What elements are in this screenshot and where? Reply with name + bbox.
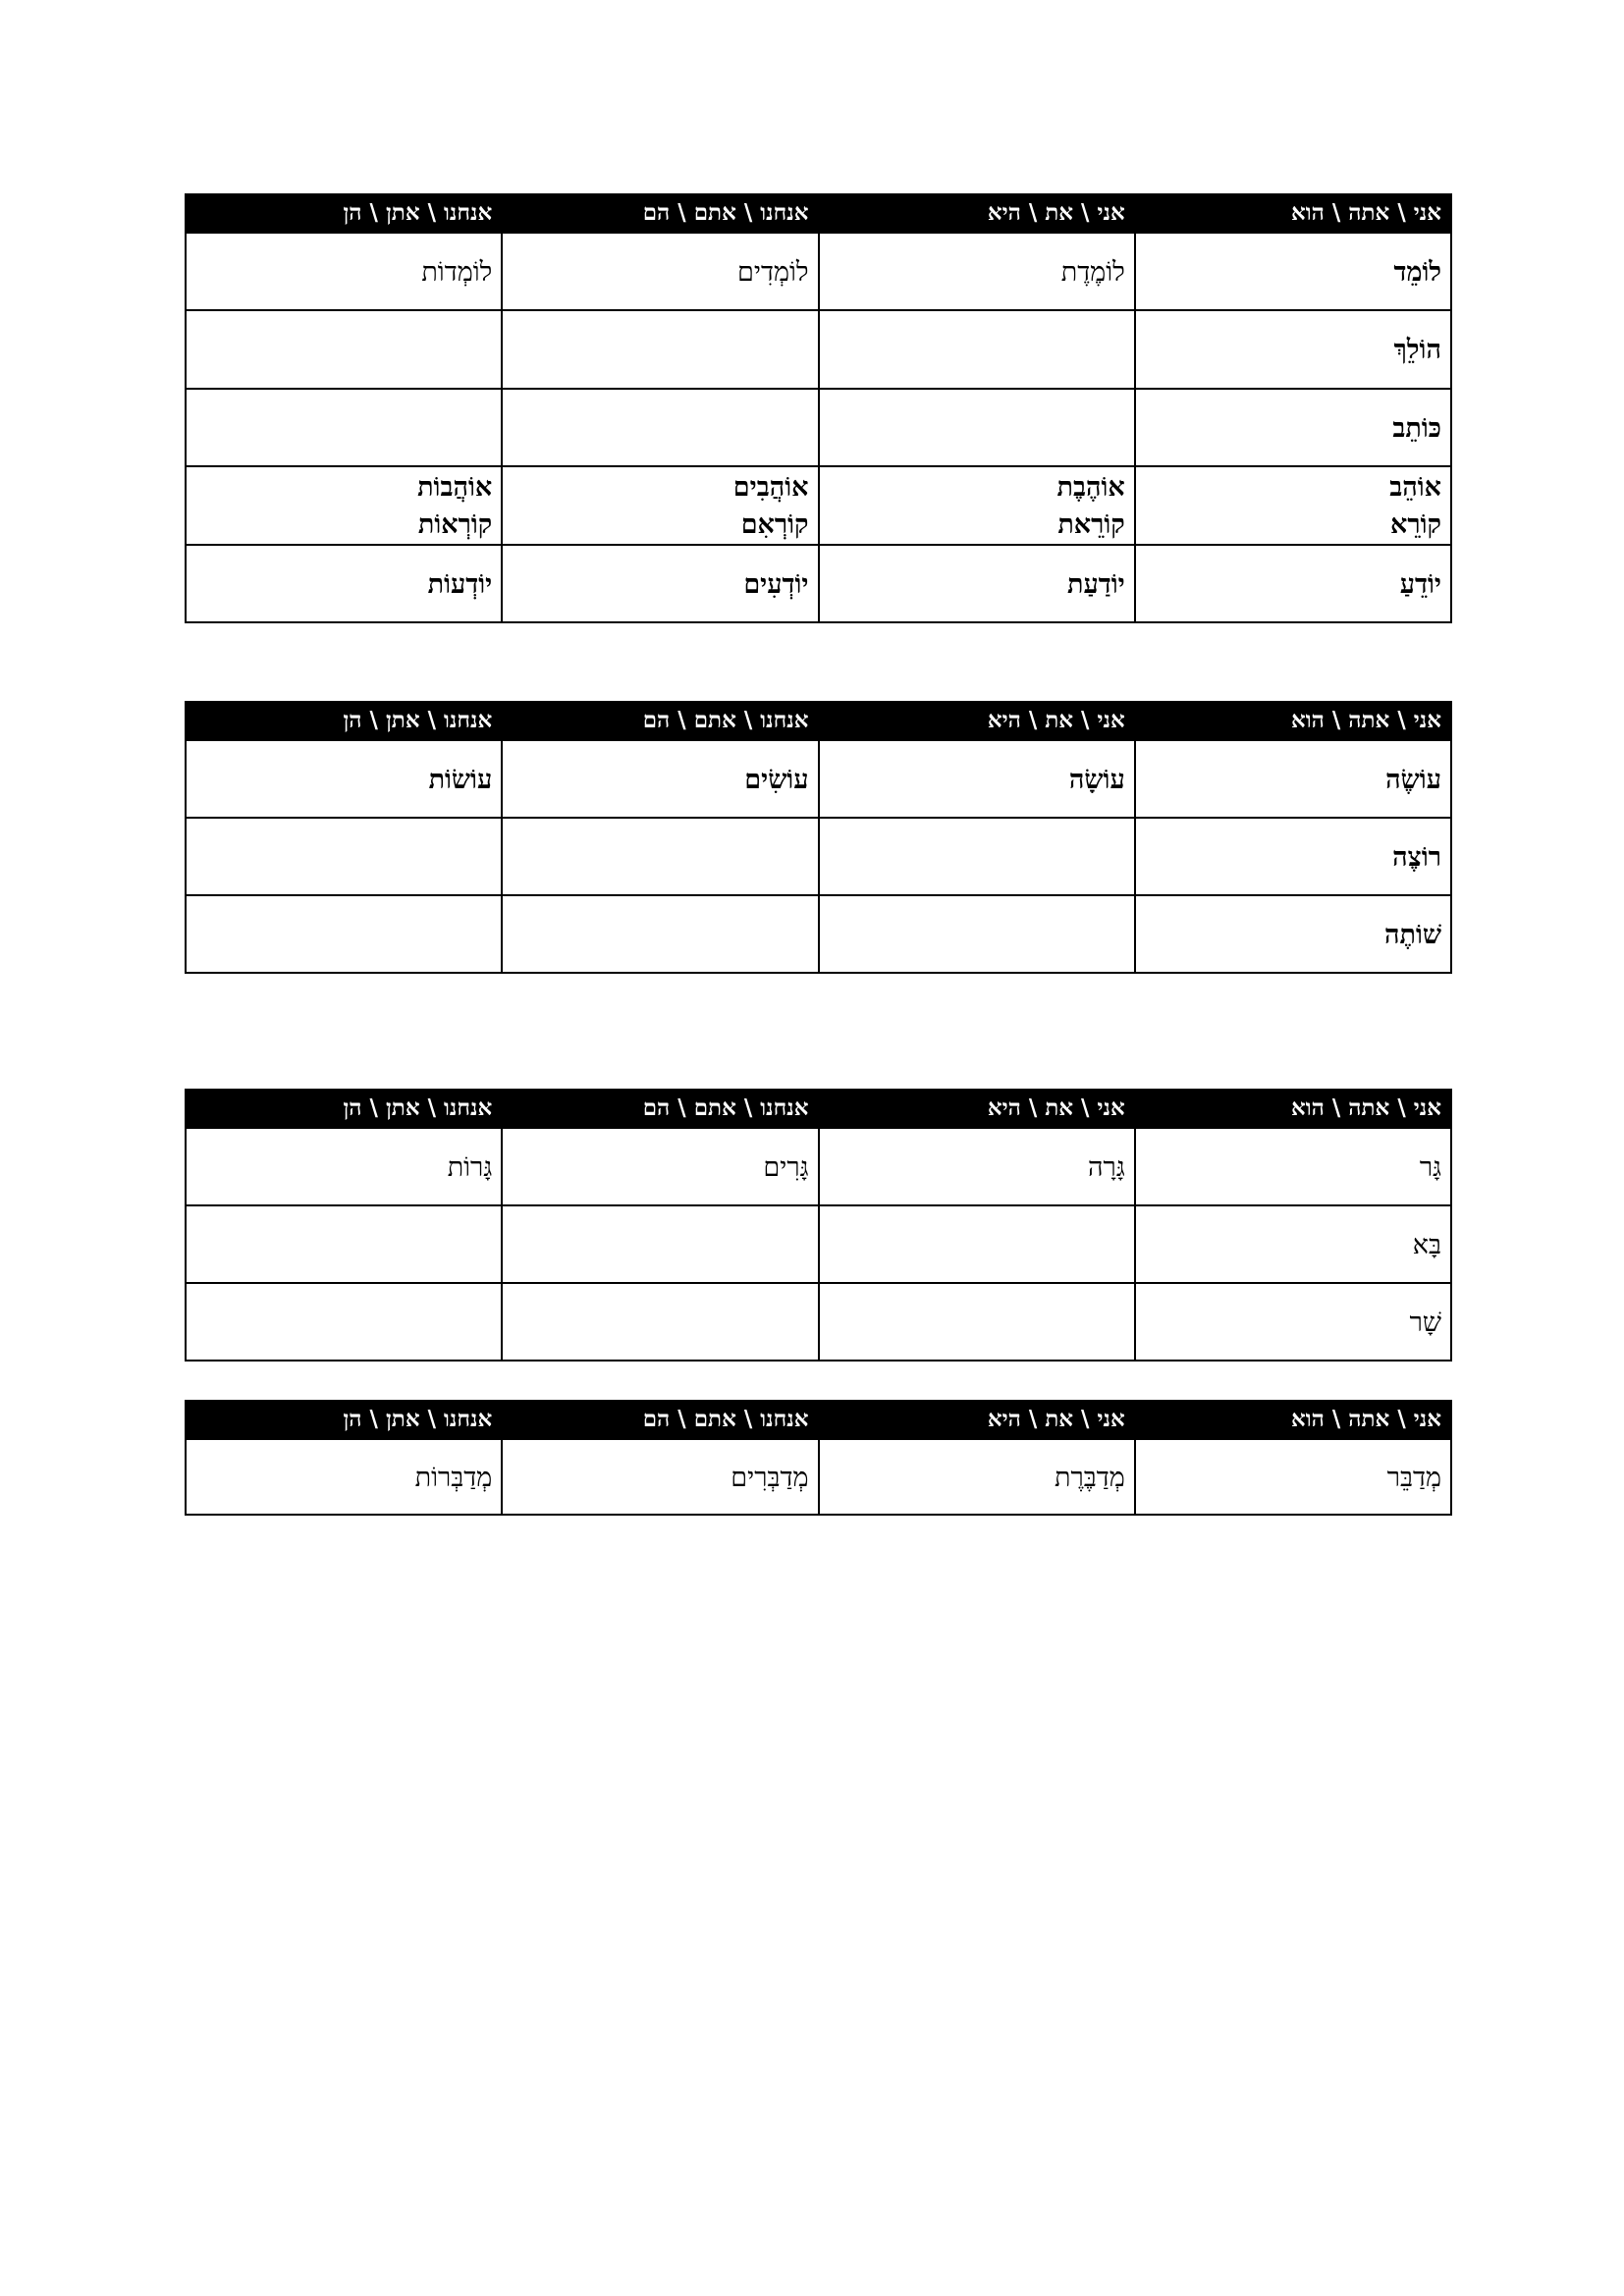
table-cell bbox=[819, 818, 1135, 895]
verb-line: אוֹהֶבֶת bbox=[1056, 472, 1125, 503]
header-cell: אני \ אתה \ הוא bbox=[1135, 1089, 1451, 1128]
header-row bbox=[186, 1400, 1451, 1439]
table-row bbox=[186, 545, 1451, 622]
table-cell bbox=[186, 818, 502, 895]
table-row bbox=[186, 1128, 1451, 1205]
table-cell: יוֹדְעוֹת bbox=[186, 545, 502, 622]
table-cell bbox=[186, 466, 502, 545]
header-cell: אנחנו \ אתם \ הם bbox=[502, 193, 818, 233]
header-row bbox=[186, 1089, 1451, 1128]
table-cell bbox=[502, 818, 818, 895]
header-cell: אני \ את \ היא bbox=[819, 1089, 1135, 1128]
header-cell: אני \ את \ היא bbox=[819, 1400, 1135, 1439]
table-row bbox=[186, 310, 1451, 389]
table-cell: מְדַבְּרִים bbox=[502, 1439, 818, 1515]
header-row bbox=[186, 701, 1451, 740]
verb-cell: שׁוֹתֶה bbox=[1135, 895, 1451, 973]
header-row bbox=[186, 193, 1451, 233]
conjugation-table-4 bbox=[185, 1400, 1452, 1516]
verb-cell bbox=[1135, 466, 1451, 545]
table-cell: מְדַבְּרוֹת bbox=[186, 1439, 502, 1515]
header-cell: אנחנו \ אתן \ הן bbox=[186, 1400, 502, 1439]
header-cell: אנחנו \ אתן \ הן bbox=[186, 193, 502, 233]
table-cell: מְדַבֶּרֶת bbox=[819, 1439, 1135, 1515]
table-cell bbox=[819, 1205, 1135, 1283]
verb-cell: גָּר bbox=[1135, 1128, 1451, 1205]
table-cell bbox=[819, 389, 1135, 466]
table-cell bbox=[186, 1283, 502, 1361]
table-row bbox=[186, 1283, 1451, 1361]
header-cell: אני \ את \ היא bbox=[819, 193, 1135, 233]
verb-cell: רוֹצֶה bbox=[1135, 818, 1451, 895]
table-row bbox=[186, 818, 1451, 895]
header-cell: אני \ אתה \ הוא bbox=[1135, 1400, 1451, 1439]
table-cell: יוֹדַעַת bbox=[819, 545, 1135, 622]
table-row bbox=[186, 466, 1451, 545]
table-cell bbox=[502, 1283, 818, 1361]
verb-line: אוֹהֵב bbox=[1389, 472, 1441, 503]
table-cell: גָּרִים bbox=[502, 1128, 818, 1205]
header-cell: אנחנו \ אתם \ הם bbox=[502, 1089, 818, 1128]
header-cell: אני \ אתה \ הוא bbox=[1135, 701, 1451, 740]
table-cell bbox=[502, 1205, 818, 1283]
table-cell bbox=[819, 310, 1135, 389]
header-cell: אנחנו \ אתם \ הם bbox=[502, 701, 818, 740]
verb-cell: יוֹדֵעַ bbox=[1135, 545, 1451, 622]
table-cell: יוֹדְעִים bbox=[502, 545, 818, 622]
table-row bbox=[186, 389, 1451, 466]
table-cell bbox=[502, 466, 818, 545]
header-cell: אני \ את \ היא bbox=[819, 701, 1135, 740]
verb-cell: בָּא bbox=[1135, 1205, 1451, 1283]
conjugation-table-3 bbox=[185, 1089, 1452, 1362]
table-cell bbox=[819, 895, 1135, 973]
header-cell: אנחנו \ אתם \ הם bbox=[502, 1400, 818, 1439]
table-row bbox=[186, 1439, 1451, 1515]
table-cell: עוֹשָׂה bbox=[819, 740, 1135, 818]
table-row bbox=[186, 740, 1451, 818]
verb-cell: מְדַבֵּר bbox=[1135, 1439, 1451, 1515]
table-cell bbox=[502, 895, 818, 973]
table-cell: גָּרוֹת bbox=[186, 1128, 502, 1205]
table-cell: עוֹשִׂים bbox=[502, 740, 818, 818]
conjugation-table-2 bbox=[185, 701, 1452, 974]
table-cell bbox=[502, 310, 818, 389]
table-cell bbox=[819, 466, 1135, 545]
verb-line: קוֹרְאוֹת bbox=[417, 509, 493, 540]
verb-line: אוֹהֲבוֹת bbox=[417, 472, 493, 503]
table-cell bbox=[819, 1283, 1135, 1361]
conjugation-table-1 bbox=[185, 193, 1452, 623]
verb-cell: כּוֹתֵב bbox=[1135, 389, 1451, 466]
table-cell: גָּרָה bbox=[819, 1128, 1135, 1205]
verb-cell: שָׁר bbox=[1135, 1283, 1451, 1361]
table-row bbox=[186, 233, 1451, 310]
verb-cell: עוֹשֶׂה bbox=[1135, 740, 1451, 818]
table-cell: לוֹמְדוֹת bbox=[186, 233, 502, 310]
table-row bbox=[186, 1205, 1451, 1283]
table-cell bbox=[502, 389, 818, 466]
table-cell bbox=[186, 1205, 502, 1283]
table-cell: לוֹמֶדֶת bbox=[819, 233, 1135, 310]
verb-cell: הוֹלֵךְ bbox=[1135, 310, 1451, 389]
verb-line: קוֹרְאִם bbox=[740, 509, 809, 540]
verb-line: קוֹרֵא bbox=[1390, 509, 1441, 540]
table-cell bbox=[186, 310, 502, 389]
verb-cell: לוֹמֵד bbox=[1135, 233, 1451, 310]
table-cell: לוֹמְדִים bbox=[502, 233, 818, 310]
header-cell: אנחנו \ אתן \ הן bbox=[186, 1089, 502, 1128]
table-cell bbox=[186, 895, 502, 973]
table-row bbox=[186, 895, 1451, 973]
header-cell: אנחנו \ אתן \ הן bbox=[186, 701, 502, 740]
verb-line: אוֹהֲבִים bbox=[732, 472, 809, 503]
table-cell bbox=[186, 389, 502, 466]
header-cell: אני \ אתה \ הוא bbox=[1135, 193, 1451, 233]
verb-line: קוֹרֵאת bbox=[1057, 509, 1125, 540]
table-cell: עוֹשׂוֹת bbox=[186, 740, 502, 818]
